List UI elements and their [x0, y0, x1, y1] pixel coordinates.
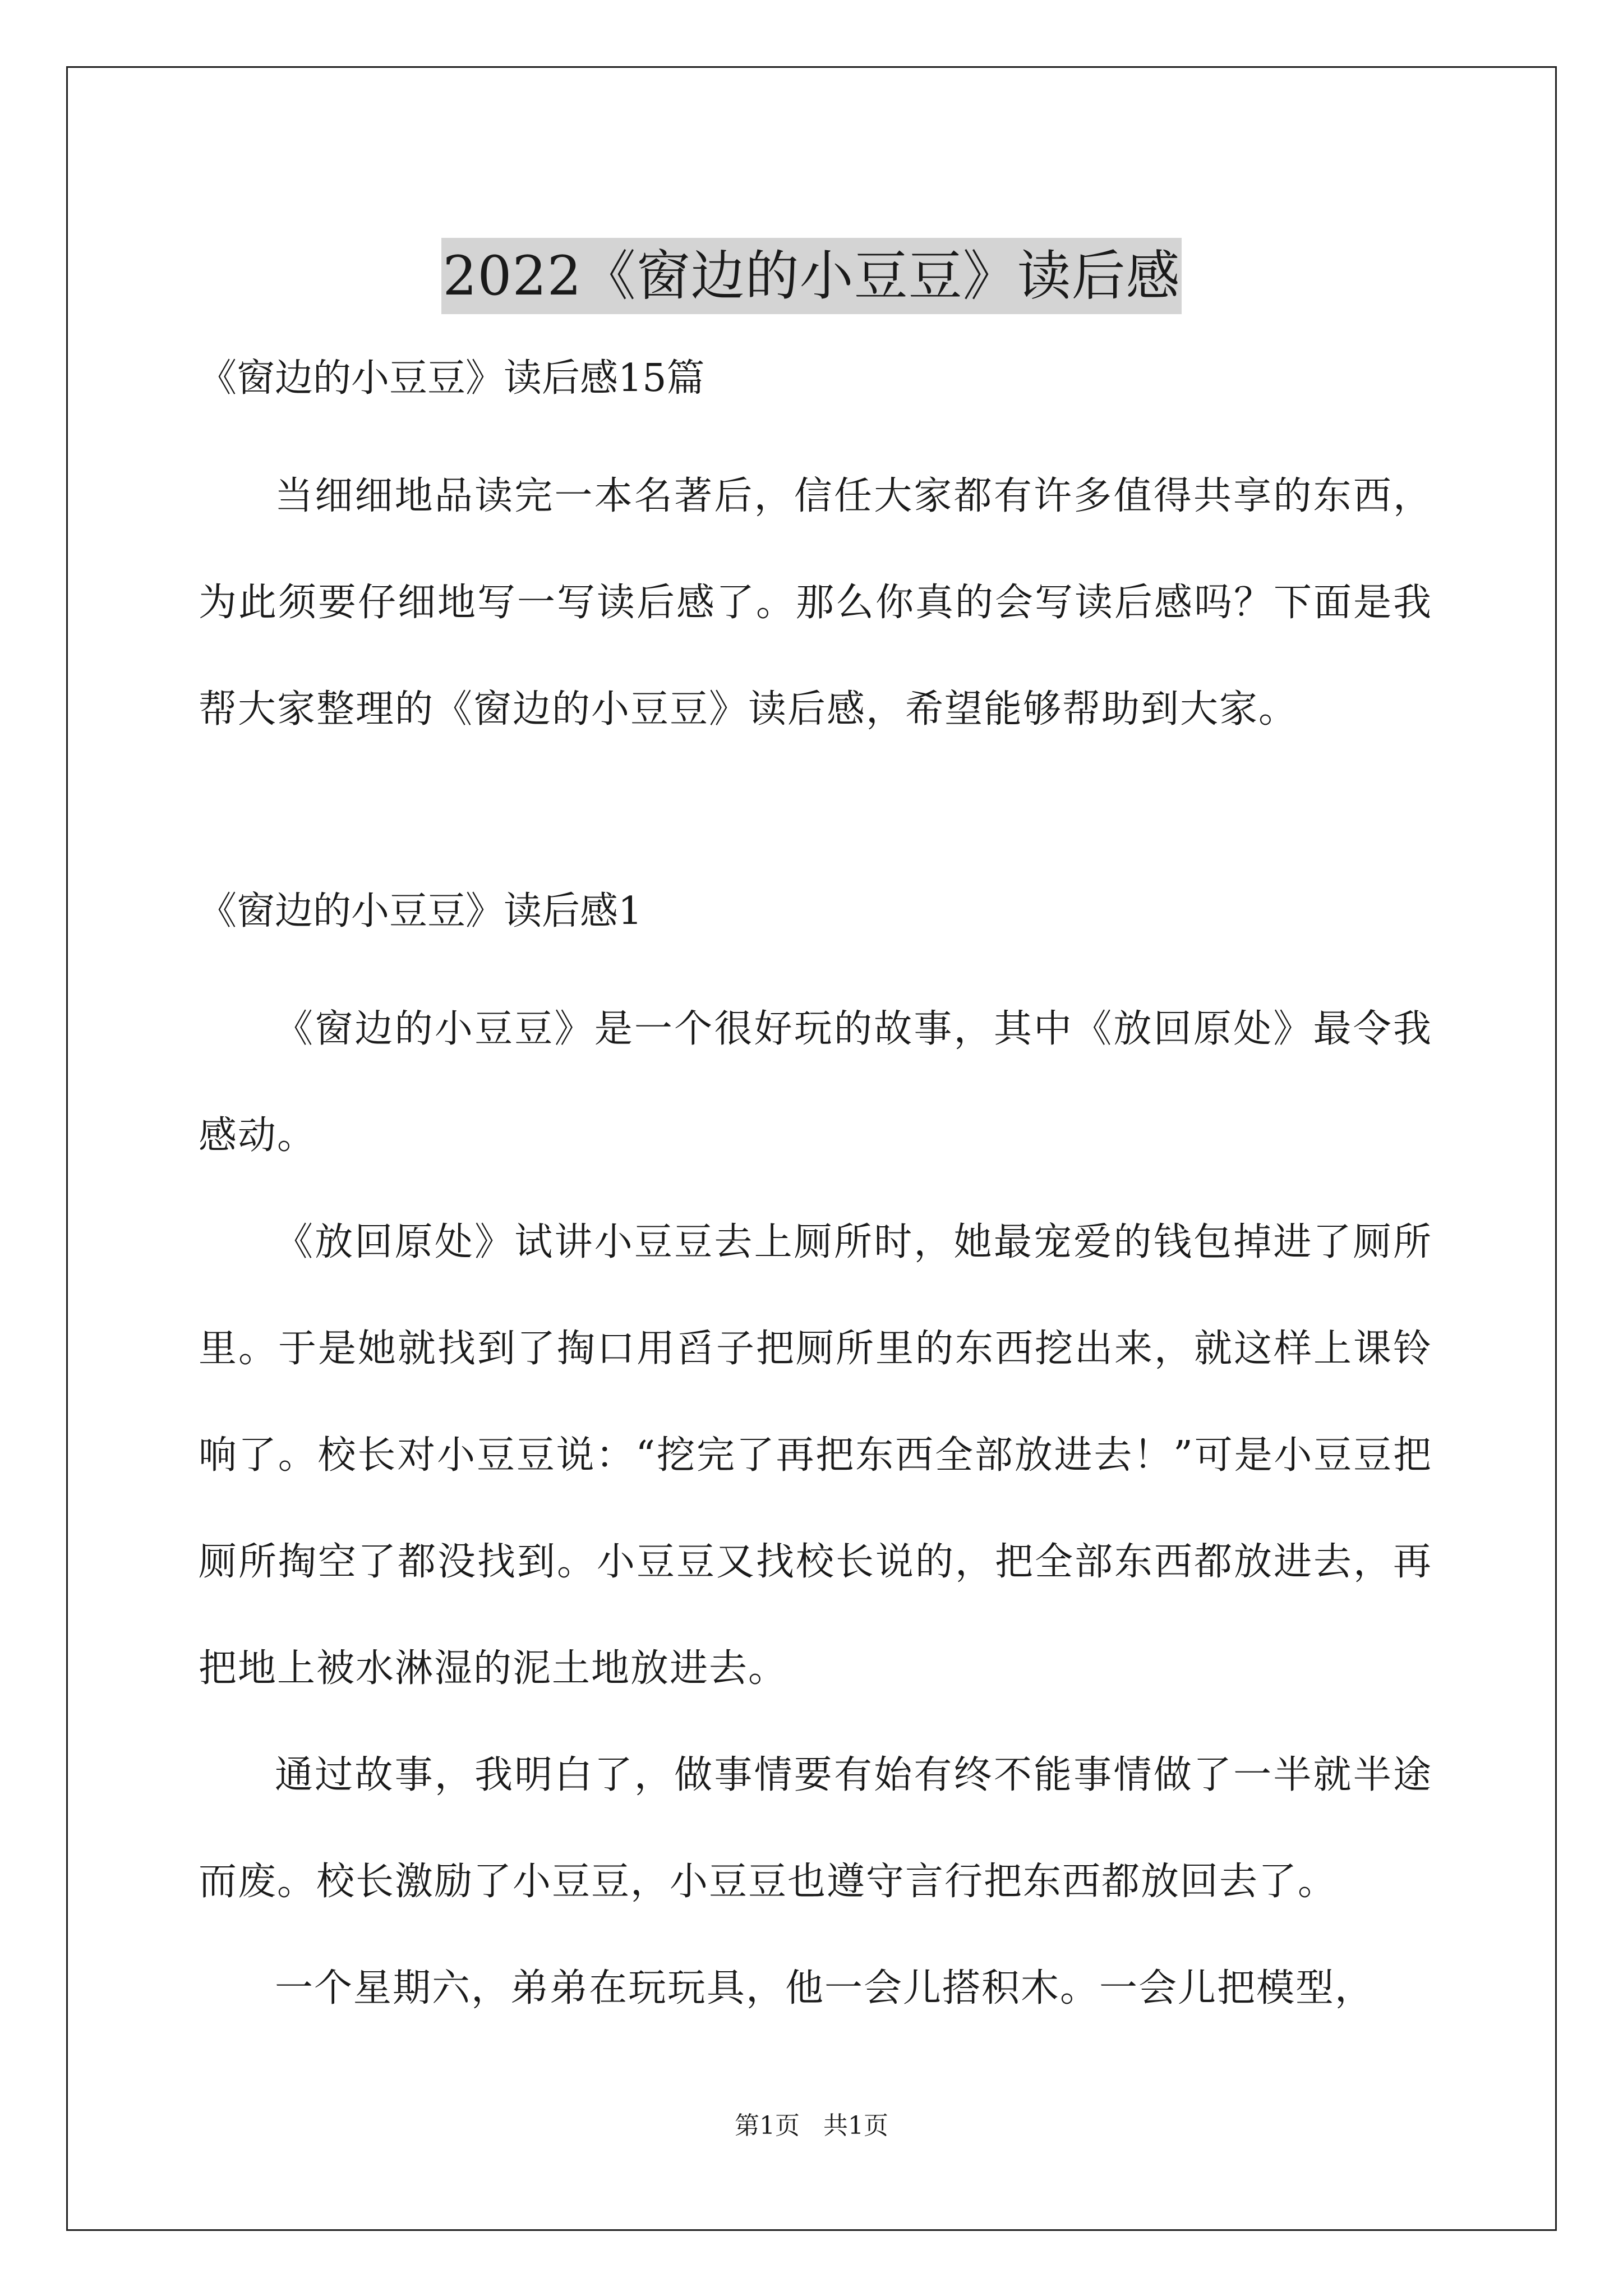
- body-paragraph: 通过故事，我明白了，做事情要有始有终不能事情做了一半就半途而废。校长激励了小豆豆，小豆豆也遵守言行把东西都放回去了。: [199, 1753, 1432, 1904]
- document-title: 2022《窗边的小豆豆》读后感: [441, 238, 1181, 314]
- body-paragraph: 《窗边的小豆豆》是一个很好玩的故事，其中《放回原处》最令我感动。: [199, 1007, 1432, 1158]
- section-heading: 《窗边的小豆豆》读后感1: [199, 889, 643, 933]
- body-paragraph: 一个星期六，弟弟在玩玩具，他一会儿搭积木。一会儿把模型，: [275, 1966, 1375, 2010]
- page-footer: [0, 2109, 1623, 2143]
- spacer: [199, 421, 1432, 443]
- title-wrap: [0, 202, 1623, 351]
- spacer: [199, 763, 1432, 869]
- page-total: 共1页: [823, 2111, 888, 2140]
- intro-paragraph: 当细细地品读完一本名著后，信任大家都有许多值得共享的东西，为此须要仔细地写一写读后感了。那么你真的会写读后感吗？下面是我帮大家整理的《窗边的小豆豆》读后感，希望能够帮助到大家。: [199, 474, 1432, 731]
- spacer: [199, 954, 1432, 976]
- page-number: 第1页: [735, 2111, 800, 2140]
- document-subtitle: 《窗边的小豆豆》读后感15篇: [199, 356, 705, 401]
- body-paragraph: 《放回原处》试讲小豆豆去上厕所时，她最宠爱的钱包掉进了厕所里。于是她就找到了掏口用舀子把厕所里的东西挖出来，就这样上课铃响了。校长对小豆豆说：“挖完了再把东西全部放进去！”可是小豆豆把厕所掏空了都没找到。小豆豆又找校长说的，把全部东西都放进去，再把地上被水淋湿的泥土地放进去。: [199, 1220, 1432, 1691]
- document-body: [199, 337, 1432, 2042]
